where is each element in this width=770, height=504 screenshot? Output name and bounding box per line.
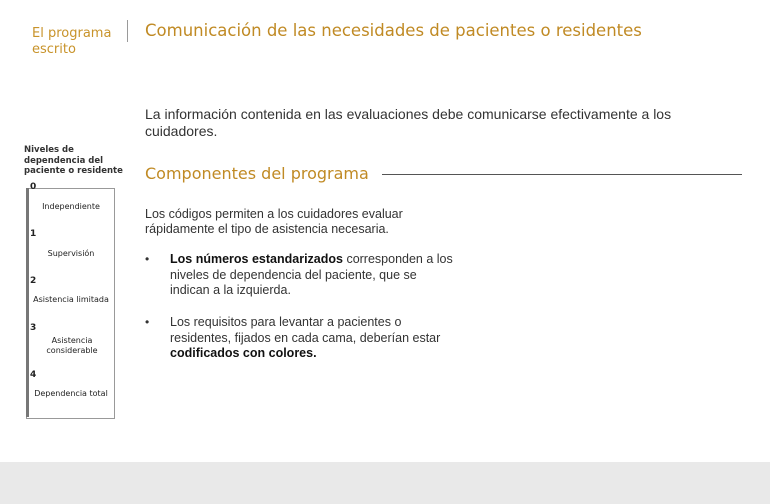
intro-text: La información contenida en las evaluaciones debe comunicarse efectivamente a los cuidadores. (145, 106, 672, 139)
level-name: Dependencia total (34, 389, 108, 398)
bullet-bold-text: codificados con colores. (170, 346, 317, 360)
level-name: Supervisión (47, 249, 95, 258)
slide-title: Comunicación de las necesidades de pacientes o residentes (145, 21, 642, 40)
codes-text: Los códigos permiten a los cuidadores evaluar rápidamente el tipo de asistencia necesaria. (145, 207, 403, 236)
level-number: 3 (30, 323, 37, 333)
bullet-standardized-numbers (170, 252, 455, 299)
bullet-text: corresponden a los niveles de dependencia del paciente, que se indican a la izquierda. (170, 252, 453, 297)
heading-rule (382, 174, 742, 175)
footer-band (0, 462, 770, 504)
components-heading: Componentes del programa (145, 164, 369, 183)
level-name: Asistencia limitada (33, 295, 109, 304)
bullet-marker: • (145, 315, 150, 329)
level-number: 0 (30, 182, 37, 192)
bullet-marker: • (145, 252, 150, 266)
level-number: 1 (30, 229, 37, 239)
levels-title: Niveles de dependencia del paciente o residente (24, 145, 123, 176)
level-name: Independiente (42, 202, 100, 211)
bullet-bold-text: Los números estandarizados (170, 252, 343, 266)
level-number: 4 (30, 370, 37, 380)
level-number: 2 (30, 276, 37, 286)
levels-scale-stripe (26, 188, 29, 417)
section-label: El programa escrito (32, 26, 112, 57)
bullet-text: Los requisitos para levantar a pacientes o residentes, fijados en cada cama, deberían estar (170, 315, 441, 345)
title-divider (127, 20, 128, 42)
bullet-color-coding (170, 315, 455, 362)
level-name: Asistencia considerable (46, 336, 98, 355)
